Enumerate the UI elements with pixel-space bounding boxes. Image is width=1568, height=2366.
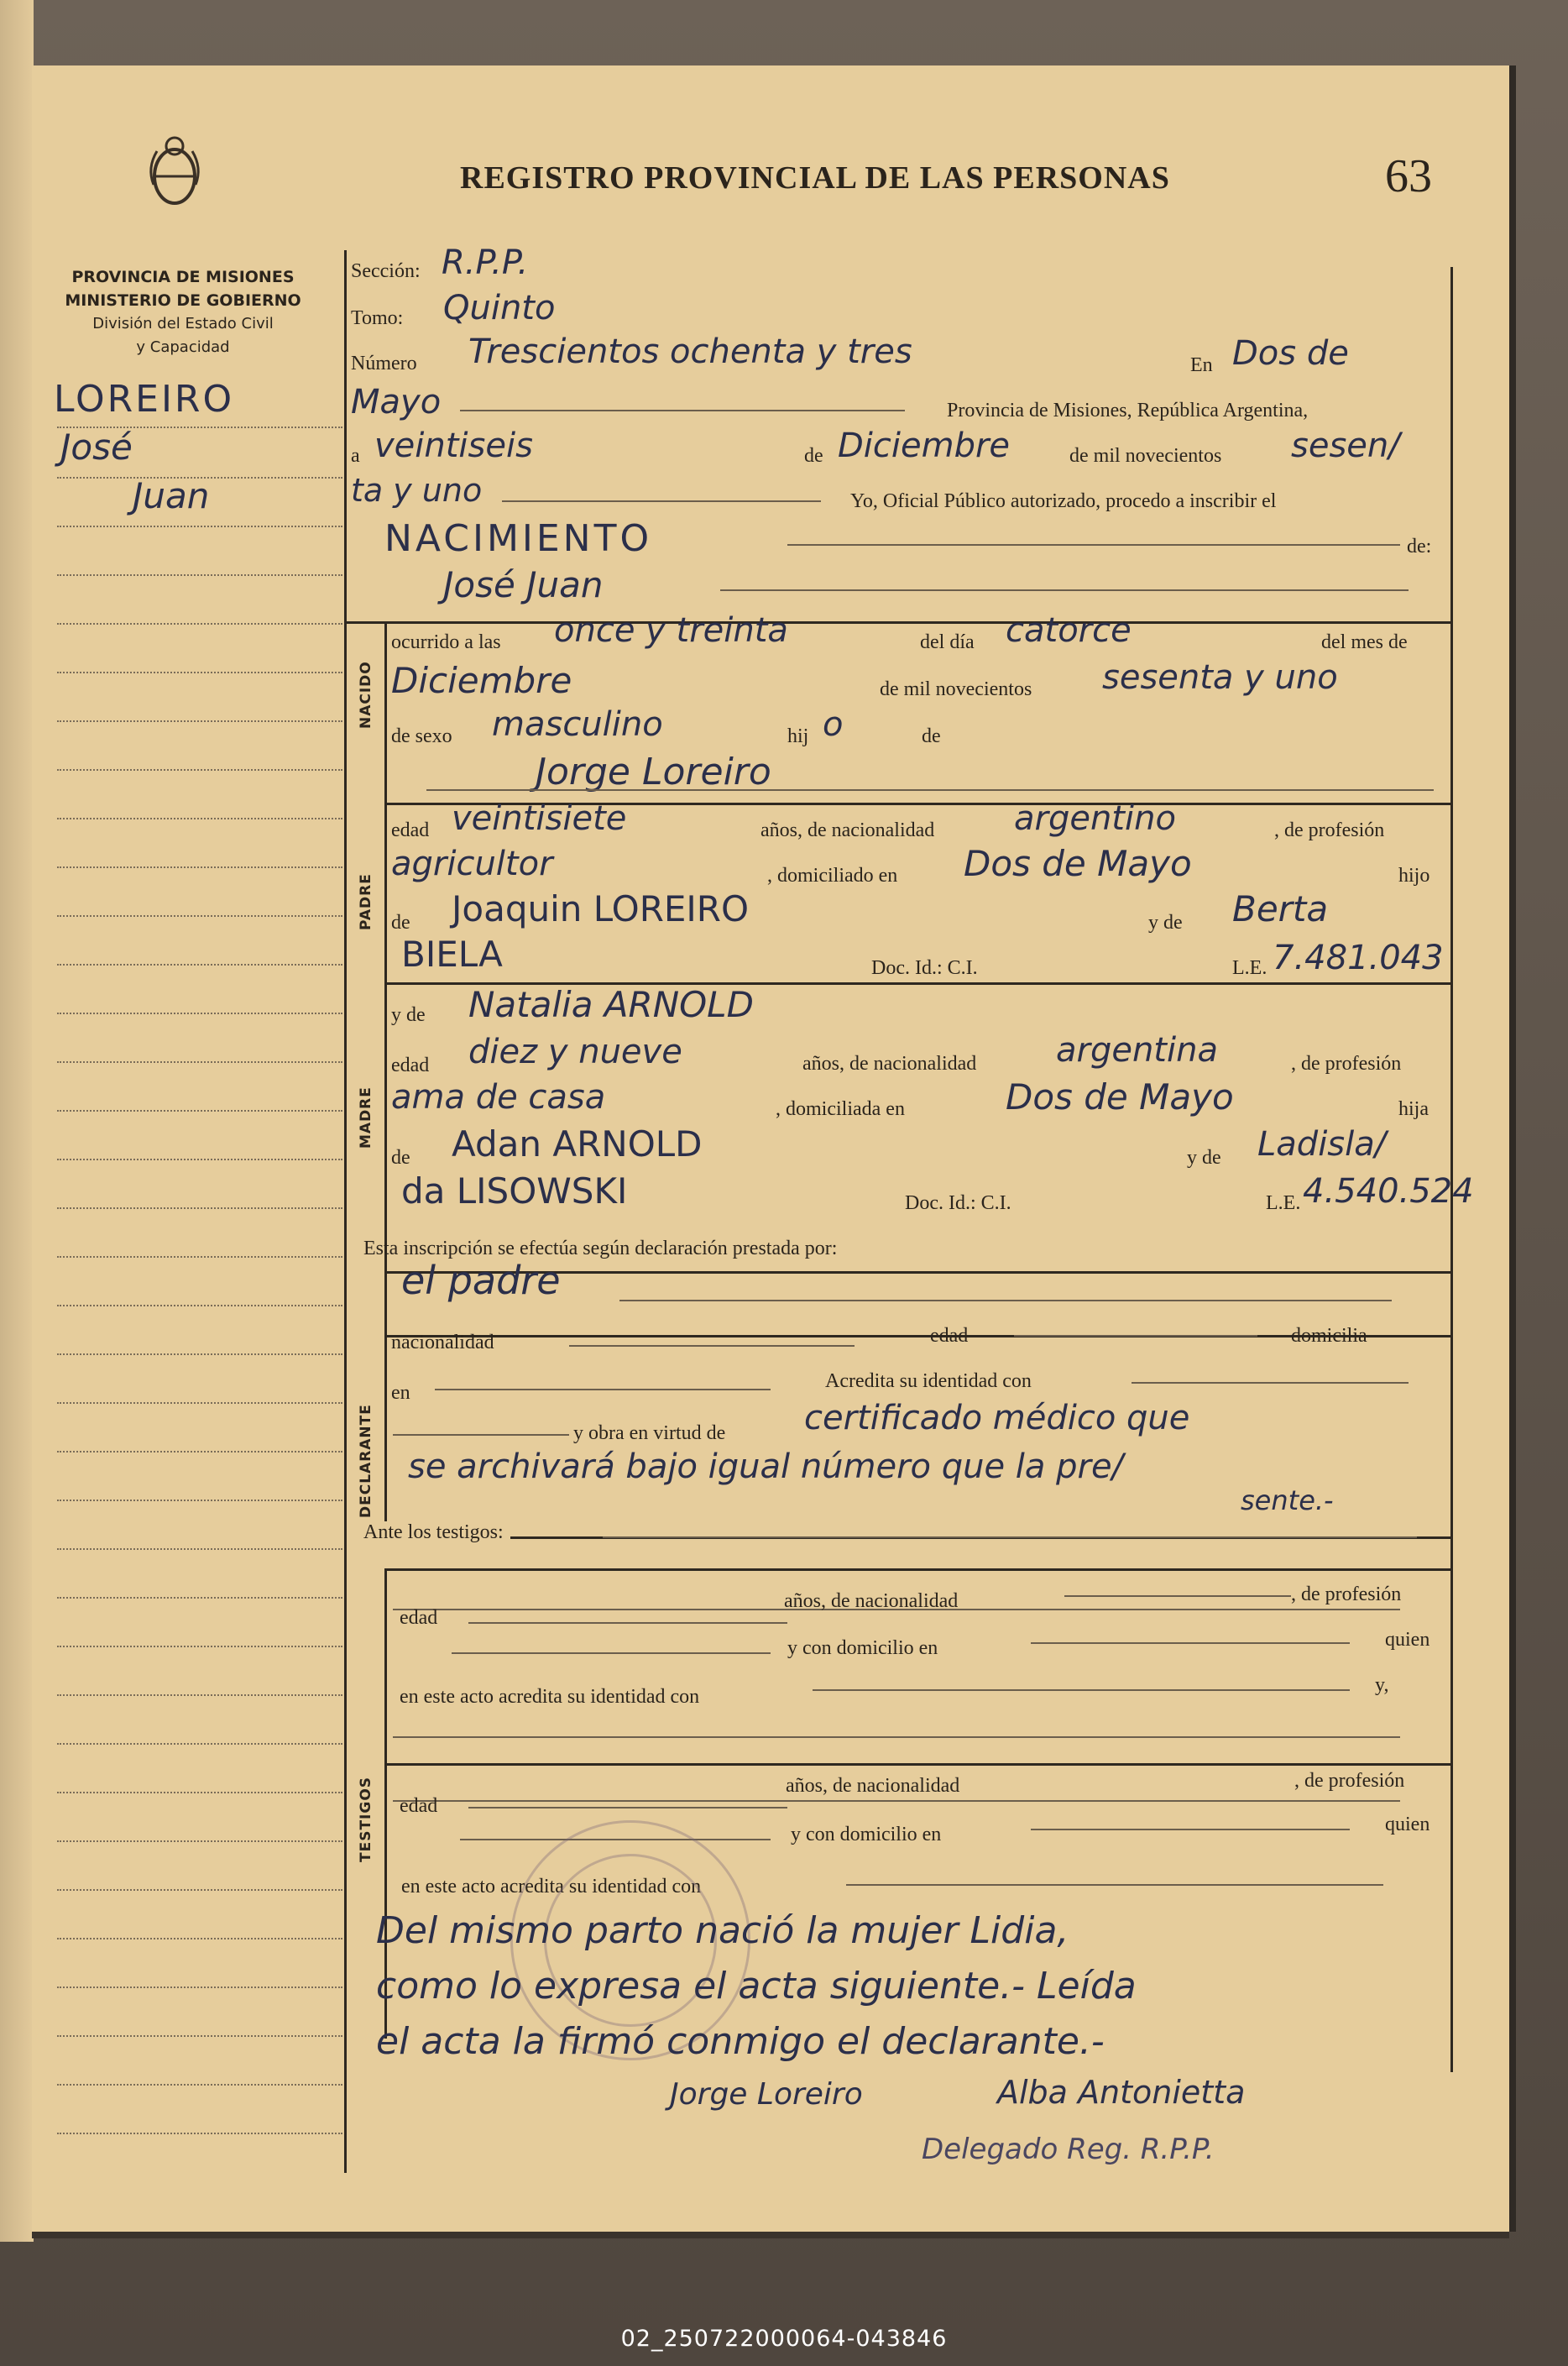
mil-label: de mil novecientos — [880, 678, 1032, 700]
numero-value: Trescientos ochenta y tres — [468, 332, 912, 371]
margin-line — [57, 1451, 342, 1453]
sexo-label: de sexo — [391, 725, 452, 747]
acto-value: NACIMIENTO — [384, 517, 653, 560]
margin-line — [57, 964, 342, 966]
madre-nombre-value: Natalia ARNOLD — [468, 984, 754, 1025]
nombre-value: José Juan — [443, 564, 604, 605]
padre-nac-label: años, de nacionalidad — [760, 819, 935, 841]
testigo1-prof-label: , de profesión — [1291, 1583, 1402, 1605]
dia-nacido-value: catorce — [1006, 611, 1132, 650]
padre-le-label: L.E. — [1232, 957, 1267, 979]
frame-right-line — [1450, 267, 1453, 2072]
rule — [460, 410, 905, 411]
de-colon: de: — [1407, 536, 1432, 557]
rule — [569, 1345, 855, 1347]
rule — [393, 1736, 1400, 1738]
padre-doc-label: Doc. Id.: C.I. — [871, 957, 978, 979]
rule — [468, 1807, 787, 1809]
hijo-label: hijo — [1398, 865, 1430, 887]
madre-y-de-label: y de — [391, 1004, 426, 1026]
margin-line — [57, 769, 342, 771]
padre-y-de-label: y de — [1148, 912, 1183, 934]
rule — [1031, 1829, 1350, 1830]
madre-nac-label: años, de nacionalidad — [802, 1053, 977, 1075]
mes-nacido-value: Diciembre — [391, 660, 572, 701]
signature-declarante: Jorge Loreiro — [670, 2077, 863, 2112]
record-page — [32, 65, 1509, 2232]
del-dia-label: del día — [920, 631, 975, 653]
sexo-value: masculino — [492, 705, 663, 744]
dia-value: veintiseis — [374, 427, 533, 465]
madre-y-de-label-2: y de — [1187, 1147, 1221, 1169]
office-block — [32, 265, 334, 359]
margin-line — [57, 1500, 342, 1501]
testigos-intro: Ante los testigos: — [363, 1521, 510, 1544]
testigo2-edad-label: edad — [400, 1795, 438, 1817]
rule — [813, 1689, 1350, 1691]
en-label: En — [1190, 354, 1213, 376]
margin-line — [57, 1743, 342, 1745]
margin-line — [57, 1256, 342, 1258]
page-number: 63 — [1385, 150, 1432, 202]
rule — [787, 544, 1400, 546]
declarante-en-label: en — [391, 1382, 410, 1404]
margin-given-name-1: José — [60, 427, 133, 468]
hora-value: once y treinta — [554, 611, 788, 650]
margin-line — [57, 477, 342, 479]
rule — [452, 1652, 771, 1654]
seccion-value: R.P.P. — [442, 243, 529, 282]
hij-label: hij — [787, 725, 809, 747]
margin-line — [57, 672, 342, 673]
margin-line — [57, 1207, 342, 1209]
acredita-label: Acredita su identidad con — [825, 1370, 1032, 1392]
en-value-1: Dos de — [1232, 334, 1349, 373]
virtud-value-3: sente.- — [1241, 1484, 1334, 1516]
oficial-text: Yo, Oficial Público autorizado, procedo a inscribir el — [850, 490, 1277, 512]
margin-line — [57, 1938, 342, 1939]
del-mes-label: del mes de — [1321, 631, 1408, 653]
padre-prof-label: , de profesión — [1274, 819, 1385, 841]
padre-le-value: 7.481.043 — [1273, 939, 1444, 977]
padre-dom-value: Dos de Mayo — [964, 843, 1192, 884]
margin-line — [57, 623, 342, 625]
virtud-label: y obra en virtud de — [573, 1422, 726, 1444]
testigo2-prof-label: , de profesión — [1294, 1770, 1405, 1792]
side-label-declarante: DECLARANTE — [358, 1404, 374, 1518]
page-title: REGISTRO PROVINCIAL DE LAS PERSONAS — [460, 160, 1170, 196]
page-edge — [0, 0, 34, 2242]
side-label-testigos: TESTIGOS — [358, 1776, 374, 1862]
margin-line — [57, 2133, 342, 2134]
testigo1-dom-label: y con domicilio en — [787, 1637, 938, 1659]
margin-line — [57, 915, 342, 917]
a-label: a — [351, 445, 360, 467]
side-label-madre: MADRE — [358, 1086, 374, 1149]
de-label: de — [804, 445, 823, 467]
declarante-intro: Esta inscripción se efectúa según declaración prestada por: — [363, 1238, 838, 1259]
margin-line — [57, 1353, 342, 1355]
seccion-label: Sección: — [351, 260, 421, 282]
mil-text: de mil novecientos — [1069, 445, 1222, 467]
numero-label: Número — [351, 353, 417, 374]
margin-line — [57, 866, 342, 868]
declarante-edad-label: edad — [930, 1325, 969, 1347]
rule — [426, 789, 1434, 791]
note-line-1: Del mismo parto nació la mujer Lidia, — [376, 1909, 1069, 1952]
margin-line — [57, 526, 342, 527]
margin-line — [57, 2084, 342, 2086]
testigo1-edad-label: edad — [400, 1607, 438, 1629]
margin-line — [57, 1889, 342, 1891]
madre-dom-value: Dos de Mayo — [1006, 1076, 1234, 1118]
section-divider — [344, 621, 1452, 624]
anio-nacido-value: sesenta y uno — [1102, 658, 1338, 697]
testigo2-quien-label: quien — [1385, 1814, 1430, 1835]
rule — [468, 1622, 787, 1624]
office-line: y Capacidad — [136, 338, 230, 356]
anio-value-1: sesen/ — [1291, 427, 1400, 465]
abuelo-materno-value: Adan ARNOLD — [452, 1123, 703, 1165]
margin-line — [57, 1986, 342, 1988]
madre-prof-value: ama de casa — [391, 1078, 606, 1117]
testigo2-acto-label: en este acto acredita su identidad con — [401, 1876, 702, 1898]
anio-value-2: ta y uno — [351, 472, 483, 509]
rule — [1031, 1642, 1350, 1644]
section-divider — [384, 1763, 1452, 1766]
rule — [846, 1884, 1383, 1886]
abuela-paterna-value-1: Berta — [1232, 888, 1329, 929]
virtud-value-2: se archivará bajo igual número que la pre/ — [408, 1447, 1124, 1486]
rule — [502, 500, 821, 502]
office-line: PROVINCIA DE MISIONES — [71, 268, 295, 286]
madre-nac-value: argentina — [1056, 1031, 1218, 1070]
padre-dom-label: , domiciliado en — [767, 865, 898, 887]
margin-line — [57, 1305, 342, 1306]
testigo1-quien-label: quien — [1385, 1629, 1430, 1651]
padre-nac-value: argentino — [1014, 799, 1176, 838]
en-value-2: Mayo — [351, 383, 442, 421]
margin-line — [57, 1694, 342, 1696]
virtud-value-1: certificado médico que — [804, 1399, 1190, 1437]
note-line-3: el acta la firmó conmigo el declarante.- — [376, 2020, 1105, 2063]
office-line: División del Estado Civil — [92, 315, 274, 332]
side-label-padre: PADRE — [358, 873, 374, 930]
margin-line — [57, 1402, 342, 1404]
testigo2-nac-label: años, de nacionalidad — [786, 1775, 960, 1797]
abuela-materna-value-1: Ladisla/ — [1257, 1125, 1387, 1164]
de-nacido-label: de — [922, 725, 941, 747]
rule — [603, 1536, 1417, 1538]
rule — [619, 1300, 1392, 1301]
declarante-value: el padre — [401, 1258, 561, 1303]
declarante-nac-label: nacionalidad — [391, 1332, 494, 1353]
abuela-materna-value-2: da LISOWSKI — [401, 1170, 628, 1212]
testigo2-dom-label: y con domicilio en — [791, 1824, 942, 1845]
padre-prof-value: agricultor — [391, 845, 553, 883]
tomo-value: Quinto — [443, 289, 556, 327]
rule — [393, 1434, 569, 1436]
office-line: MINISTERIO DE GOBIERNO — [65, 291, 301, 310]
madre-edad-label: edad — [391, 1055, 430, 1076]
side-label-nacido: NACIDO — [358, 661, 374, 729]
madre-prof-label: , de profesión — [1291, 1053, 1402, 1075]
margin-line — [57, 818, 342, 819]
margin-line — [57, 574, 342, 576]
testigo1-acto-label: en este acto acredita su identidad con — [400, 1686, 700, 1708]
abuelo-paterno-value: Joaquin LOREIRO — [452, 888, 750, 929]
mes-value: Diciembre — [838, 427, 1011, 465]
declarante-dom-label: domicilia — [1291, 1325, 1367, 1347]
rule — [393, 1800, 1400, 1802]
margin-line — [57, 1792, 342, 1793]
padre-edad-value: veintisiete — [452, 799, 627, 838]
margin-line — [57, 1061, 342, 1063]
madre-edad-value: diez y nueve — [468, 1033, 682, 1071]
ocurrido-label: ocurrido a las — [391, 631, 501, 653]
margin-line — [57, 2035, 342, 2037]
testigo1-nac-label: años, de nacionalidad — [784, 1590, 959, 1612]
margin-line — [57, 1548, 342, 1550]
rule — [1064, 1595, 1291, 1597]
madre-le-label: L.E. — [1266, 1192, 1301, 1214]
note-line-2: como lo expresa el acta siguiente.- Leída — [376, 1965, 1137, 2007]
hij-value: o — [823, 705, 844, 744]
tomo-label: Tomo: — [351, 307, 404, 329]
madre-le-value: 4.540.524 — [1303, 1172, 1474, 1211]
image-caption: 02_250722000064-043846 — [620, 2326, 948, 2352]
padre-de-label: de — [391, 912, 410, 934]
rule — [1014, 1335, 1257, 1337]
abuela-paterna-value-2: BIELA — [401, 934, 503, 975]
margin-line — [57, 1597, 342, 1599]
signature-oficial: Alba Antonietta — [997, 2074, 1246, 2111]
margin-line — [57, 427, 342, 428]
rule — [435, 1389, 771, 1390]
madre-doc-label: Doc. Id.: C.I. — [905, 1192, 1011, 1214]
signature-title: Delegado Reg. R.P.P. — [922, 2133, 1215, 2166]
madre-de-label: de — [391, 1147, 410, 1169]
padre-nombre-value: Jorge Loreiro — [536, 751, 771, 793]
section-inner-line — [384, 621, 387, 1536]
rule — [1132, 1382, 1409, 1384]
provincia-text: Provincia de Misiones, República Argentina, — [947, 400, 1309, 421]
margin-given-name-2: Juan — [133, 475, 210, 516]
margin-line — [57, 1159, 342, 1160]
hija-label: hija — [1398, 1098, 1429, 1120]
margin-surname: LOREIRO — [54, 378, 235, 421]
margin-line — [57, 1013, 342, 1014]
frame-left-line — [344, 250, 347, 2173]
rule — [720, 589, 1409, 591]
margin-line — [57, 720, 342, 722]
coat-of-arms-icon — [145, 134, 204, 210]
margin-line — [57, 1840, 342, 1842]
margin-line — [57, 1646, 342, 1647]
madre-dom-label: , domiciliada en — [776, 1098, 905, 1120]
padre-edad-label: edad — [391, 819, 430, 841]
margin-line — [57, 1110, 342, 1112]
section-divider — [384, 1568, 1452, 1571]
testigo1-y-label: y, — [1375, 1674, 1389, 1696]
